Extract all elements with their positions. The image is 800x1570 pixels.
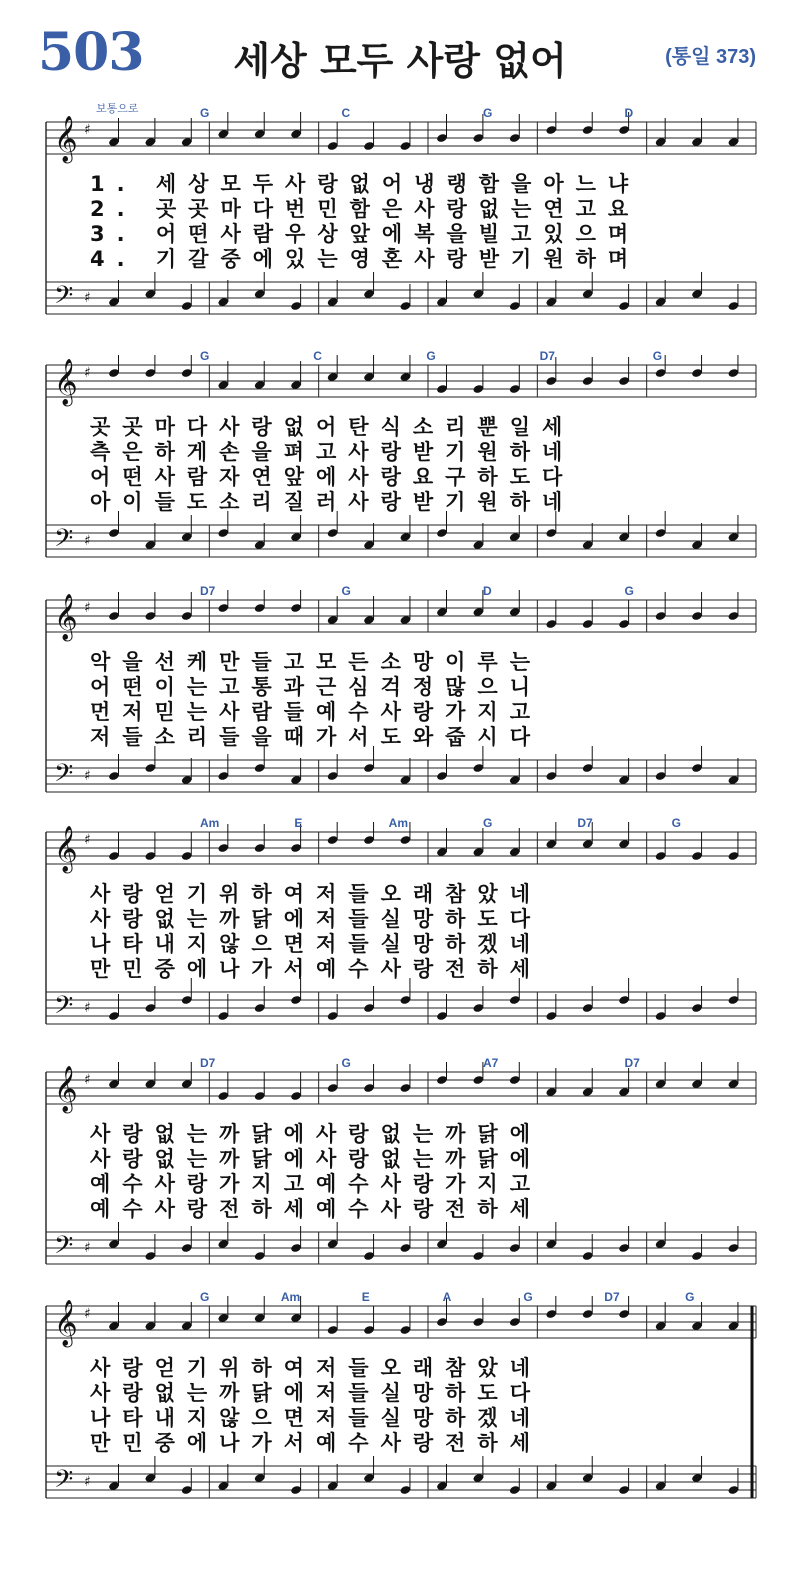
chord-symbol: D bbox=[483, 584, 492, 598]
lyric-line: 먼저믿는사람들예수사랑가지고 bbox=[90, 700, 543, 724]
chord-symbol: G bbox=[341, 1056, 351, 1070]
treble-clef-icon: 𝄞 bbox=[54, 1300, 78, 1346]
chord-symbol: Am bbox=[388, 816, 408, 830]
chord-symbol: G bbox=[624, 584, 634, 598]
lyric-line: 나타내지않으면저들실망하겠네 bbox=[90, 1406, 543, 1430]
hymn-alt-number: (통일 373) bbox=[665, 46, 756, 68]
sharp-icon: ♯ bbox=[84, 768, 91, 784]
bass-clef-icon: 𝄢 bbox=[54, 991, 74, 1026]
lyric-line: 사랑없는까닭에사랑없는까닭에 bbox=[90, 1122, 543, 1146]
lyric-line: 1. 세상모두사랑없어냉랭함을아느냐 bbox=[90, 172, 641, 196]
chord-symbol: Am bbox=[280, 1290, 301, 1304]
chord-symbol: A7 bbox=[483, 1056, 499, 1070]
lyric-line: 4. 기갈중에있는영혼사랑받기원하며 bbox=[90, 247, 641, 271]
chord-symbol: G bbox=[483, 816, 493, 830]
sharp-icon: ♯ bbox=[84, 1474, 91, 1490]
chord-symbol: D bbox=[624, 106, 634, 120]
chord-symbol: G bbox=[426, 349, 436, 363]
chord-symbol: G bbox=[200, 1290, 210, 1304]
chord-symbol: C bbox=[341, 106, 351, 120]
treble-clef-icon: 𝄞 bbox=[54, 1066, 78, 1112]
lyric-line: 사랑없는까닭에저들실망하도다 bbox=[90, 907, 543, 931]
music-system bbox=[0, 349, 800, 595]
bass-clef-icon: 𝄢 bbox=[54, 1231, 74, 1266]
lyric-line: 예수사랑전하세예수사랑전하세 bbox=[90, 1197, 543, 1221]
chord-symbol: G bbox=[200, 106, 210, 120]
chord-symbol: E bbox=[361, 1290, 370, 1304]
bass-clef-icon: 𝄢 bbox=[54, 1465, 74, 1500]
chord-symbol: A bbox=[442, 1290, 452, 1304]
music-system bbox=[0, 1056, 800, 1302]
lyric-line: 사랑없는까닭에저들실망하도다 bbox=[90, 1381, 543, 1405]
lyric-line: 사랑얻기위하여저들오래참았네 bbox=[90, 1356, 543, 1380]
chord-symbol: G bbox=[200, 349, 210, 363]
chord-symbol: G bbox=[671, 816, 681, 830]
lyric-line: 사랑얻기위하여저들오래참았네 bbox=[90, 882, 543, 906]
sharp-icon: ♯ bbox=[84, 1072, 91, 1088]
chord-symbol: D7 bbox=[539, 349, 555, 363]
lyric-line: 아이들도소리질러사랑받기원하네 bbox=[90, 490, 575, 514]
sharp-icon: ♯ bbox=[84, 832, 91, 848]
sharp-icon: ♯ bbox=[84, 1000, 91, 1016]
sharp-icon: ♯ bbox=[84, 533, 91, 549]
music-system bbox=[0, 1290, 800, 1536]
chord-symbol: D7 bbox=[604, 1290, 620, 1304]
chord-symbol: G bbox=[652, 349, 663, 363]
lyric-line: 만민중에나가서예수사랑전하세 bbox=[90, 957, 543, 981]
lyric-line: 어떤사람자연앞에사랑요구하도다 bbox=[90, 465, 575, 489]
chord-symbol: G bbox=[685, 1290, 695, 1304]
lyric-line: 측은하게손을펴고사랑받기원하네 bbox=[90, 440, 575, 464]
chord-symbol: Am bbox=[200, 816, 220, 830]
music-system bbox=[0, 584, 800, 830]
lyric-line: 곳곳마다사랑없어탄식소리뿐일세 bbox=[90, 415, 575, 439]
chord-symbol: E bbox=[294, 816, 303, 830]
sharp-icon: ♯ bbox=[84, 290, 91, 306]
lyric-line: 3. 어떤사람우상앞에복을빌고있으며 bbox=[90, 222, 641, 246]
chord-symbol: D7 bbox=[200, 584, 216, 598]
lyric-line: 저들소리들을때가서도와줍시다 bbox=[90, 725, 543, 749]
chord-symbol: D7 bbox=[624, 1056, 640, 1070]
hymn-number: 503 bbox=[38, 22, 144, 83]
treble-clef-icon: 𝄞 bbox=[54, 359, 78, 405]
lyric-line: 예수사랑가지고예수사랑가지고 bbox=[90, 1172, 543, 1196]
music-system bbox=[0, 816, 800, 1062]
lyric-line: 어떤이는고통과근심걱정많으니 bbox=[90, 675, 543, 699]
chord-symbol: D7 bbox=[577, 816, 593, 830]
tempo-marking: 보통으로 bbox=[96, 102, 139, 115]
hymn-title: 세상 모두 사랑 없어 bbox=[233, 39, 567, 83]
lyric-line: 나타내지않으면저들실망하겠네 bbox=[90, 932, 543, 956]
treble-clef-icon: 𝄞 bbox=[54, 594, 78, 640]
lyric-line: 사랑없는까닭에사랑없는까닭에 bbox=[90, 1147, 543, 1171]
bass-clef-icon: 𝄢 bbox=[54, 759, 74, 794]
treble-clef-icon: 𝄞 bbox=[54, 116, 78, 162]
sharp-icon: ♯ bbox=[84, 1306, 91, 1322]
sharp-icon: ♯ bbox=[84, 1240, 91, 1256]
lyric-line: 2. 곳곳마다번민함은사랑없는연고요 bbox=[90, 197, 641, 221]
sharp-icon: ♯ bbox=[84, 365, 91, 381]
treble-clef-icon: 𝄞 bbox=[54, 826, 78, 872]
lyric-line: 만민중에나가서예수사랑전하세 bbox=[90, 1431, 543, 1455]
bass-clef-icon: 𝄢 bbox=[54, 524, 74, 559]
chord-symbol: G bbox=[523, 1290, 533, 1304]
chord-symbol: G bbox=[483, 106, 493, 120]
chord-symbol: G bbox=[341, 584, 351, 598]
sharp-icon: ♯ bbox=[84, 600, 91, 616]
hymn-header bbox=[0, 0, 800, 115]
lyric-line: 악을선케만들고모든소망이루는 bbox=[90, 650, 543, 674]
bass-clef-icon: 𝄢 bbox=[54, 281, 74, 316]
sharp-icon: ♯ bbox=[84, 122, 91, 138]
chord-symbol: D7 bbox=[200, 1056, 216, 1070]
chord-symbol: C bbox=[313, 349, 322, 363]
